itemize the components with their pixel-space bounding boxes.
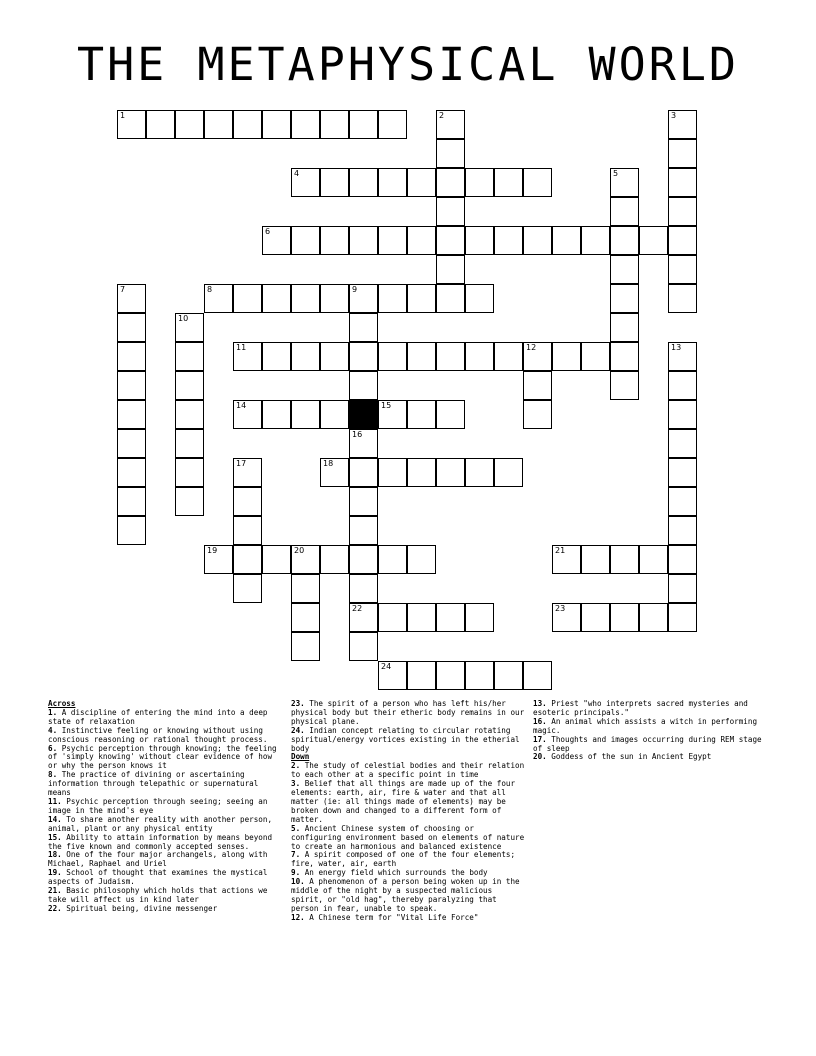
clue-item <box>48 727 285 745</box>
clue-item-number: 11. <box>48 796 62 806</box>
grid-cell[interactable] <box>175 313 204 342</box>
grid-cell[interactable] <box>552 342 581 371</box>
clue-number: 15 <box>381 401 392 410</box>
grid-cell[interactable] <box>378 110 407 139</box>
grid-cell[interactable] <box>581 603 610 632</box>
grid-cell[interactable] <box>233 284 262 313</box>
grid-cell[interactable] <box>465 284 494 313</box>
grid-cell[interactable] <box>668 400 697 429</box>
grid-cell[interactable] <box>262 545 291 574</box>
clue-number: 19 <box>207 546 218 555</box>
clue-item <box>291 914 528 923</box>
grid-cell[interactable] <box>668 255 697 284</box>
grid-cell[interactable] <box>407 400 436 429</box>
grid-cell[interactable] <box>523 661 552 690</box>
grid-cell[interactable] <box>407 661 436 690</box>
grid-cell[interactable] <box>349 574 378 603</box>
grid-cell[interactable] <box>117 110 146 139</box>
grid-cell[interactable] <box>407 458 436 487</box>
clue-item-number: 15. <box>48 832 62 842</box>
grid-cell[interactable] <box>320 168 349 197</box>
grid-cell[interactable] <box>436 400 465 429</box>
clue-item <box>48 771 285 798</box>
grid-cell[interactable] <box>581 545 610 574</box>
grid-cell[interactable] <box>117 458 146 487</box>
grid-cell[interactable] <box>610 313 639 342</box>
grid-cell[interactable] <box>175 487 204 516</box>
page-title: THE METAPHYSICAL WORLD <box>76 38 740 91</box>
grid-cell[interactable] <box>378 168 407 197</box>
grid-cell[interactable] <box>320 545 349 574</box>
grid-cell[interactable] <box>436 226 465 255</box>
clue-item <box>48 887 285 905</box>
grid-cell[interactable] <box>668 342 697 371</box>
clue-number: 3 <box>671 111 677 120</box>
grid-cell[interactable] <box>465 661 494 690</box>
clue-item <box>291 878 528 914</box>
clue-item <box>291 825 528 852</box>
clue-item-text: One of the four major archangels, along with Michael, Raphael and Uriel <box>48 850 268 869</box>
grid-cell[interactable] <box>436 139 465 168</box>
clue-item-text: Ancient Chinese system of choosing or configuring environment based on elements of nature to create an harmonious and balanced existence <box>291 823 525 851</box>
grid-cell[interactable] <box>378 545 407 574</box>
clue-number: 4 <box>294 169 300 178</box>
clue-item <box>48 816 285 834</box>
grid-cell[interactable] <box>552 226 581 255</box>
grid-cell[interactable] <box>407 284 436 313</box>
grid-cell[interactable] <box>552 603 581 632</box>
clue-item-number: 16. <box>533 716 547 726</box>
grid-cell[interactable] <box>668 168 697 197</box>
clue-item-number: 19. <box>48 868 62 878</box>
grid-cell[interactable] <box>668 603 697 632</box>
clue-number: 21 <box>555 546 566 555</box>
grid-cell[interactable] <box>668 458 697 487</box>
clue-number: 9 <box>352 285 358 294</box>
grid-cell[interactable] <box>349 371 378 400</box>
clue-item-number: 22. <box>48 903 62 913</box>
clue-item-number: 4. <box>48 725 58 735</box>
grid-cell[interactable] <box>407 342 436 371</box>
grid-cell[interactable] <box>291 632 320 661</box>
grid-cell[interactable] <box>175 342 204 371</box>
down-clue-list <box>291 762 528 922</box>
clue-item <box>533 718 770 736</box>
clue-item-number: 10. <box>291 877 305 887</box>
clue-item-number: 18. <box>48 850 62 860</box>
clue-item <box>48 834 285 852</box>
grid-cell[interactable] <box>349 516 378 545</box>
across-heading: Across <box>48 699 76 708</box>
clue-item <box>533 700 770 718</box>
clue-item-text: The study of celestial bodies and their relation to each other at a specific point in time <box>291 761 525 780</box>
clue-number: 5 <box>613 169 619 178</box>
grid-cell[interactable] <box>668 574 697 603</box>
grid-cell[interactable] <box>320 284 349 313</box>
clue-item <box>291 762 528 780</box>
grid-cell[interactable] <box>378 284 407 313</box>
grid-cell[interactable] <box>552 545 581 574</box>
grid-cell[interactable] <box>639 226 668 255</box>
grid-cell[interactable] <box>465 226 494 255</box>
clue-item-text: An animal which assists a witch in performing magic. <box>533 716 758 735</box>
grid-cell[interactable] <box>668 226 697 255</box>
grid-cell[interactable] <box>610 371 639 400</box>
clues-column-1 <box>48 700 285 914</box>
grid-cell[interactable] <box>146 110 175 139</box>
grid-cell[interactable] <box>668 284 697 313</box>
clue-item-number: 7. <box>291 850 301 860</box>
clue-number: 13 <box>671 343 682 352</box>
clue-item-text: Priest "who interprets sacred mysteries and esoteric principals." <box>533 699 748 717</box>
clue-item-text: The practice of divining or ascertaining information through telepathic or supernatural means <box>48 770 259 798</box>
grid-cell[interactable] <box>668 139 697 168</box>
grid-cell[interactable] <box>494 661 523 690</box>
clue-item-text: Goddess of the sun in Ancient Egypt <box>546 752 712 762</box>
grid-cell[interactable] <box>378 342 407 371</box>
grid-cell[interactable] <box>436 661 465 690</box>
grid-cell[interactable] <box>117 516 146 545</box>
clue-item <box>291 851 528 869</box>
grid-cell[interactable] <box>407 226 436 255</box>
grid-cell[interactable] <box>407 545 436 574</box>
grid-cell[interactable] <box>378 603 407 632</box>
grid-cell[interactable] <box>204 110 233 139</box>
grid-cell[interactable] <box>175 458 204 487</box>
grid-cell[interactable] <box>349 458 378 487</box>
grid-cell[interactable] <box>117 400 146 429</box>
clue-item-number: 1. <box>48 707 58 717</box>
clue-item <box>48 905 285 914</box>
across-clue-list <box>48 709 285 914</box>
grid-cell[interactable] <box>349 168 378 197</box>
grid-cell[interactable] <box>378 400 407 429</box>
grid-cell[interactable] <box>204 284 233 313</box>
grid-cell[interactable] <box>291 226 320 255</box>
clue-item-text: A spirit composed of one of the four elements; fire, water, air, earth <box>291 850 516 869</box>
grid-cell[interactable] <box>436 197 465 226</box>
clue-number: 17 <box>236 459 247 468</box>
grid-cell[interactable] <box>523 342 552 371</box>
clue-item-text: Psychic perception through knowing; the feeling of 'simply knowing' without clear evidence of how or why the person knows it <box>48 743 277 771</box>
grid-cell[interactable] <box>175 371 204 400</box>
grid-cell[interactable] <box>610 168 639 197</box>
clue-number: 23 <box>555 604 566 613</box>
clue-item-number: 3. <box>291 779 301 789</box>
grid-cell[interactable] <box>378 458 407 487</box>
clue-item-text: An energy field which surrounds the body <box>300 868 488 878</box>
grid-cell[interactable] <box>291 342 320 371</box>
clue-number: 24 <box>381 662 392 671</box>
clue-item-text: School of thought that examines the mystical aspects of Judaism. <box>48 868 268 887</box>
grid-cell[interactable] <box>233 458 262 487</box>
grid-cell[interactable] <box>494 458 523 487</box>
clue-item <box>48 798 285 816</box>
clue-item-number: 8. <box>48 770 58 780</box>
grid-cell[interactable] <box>117 487 146 516</box>
grid-cell[interactable] <box>233 400 262 429</box>
clue-item-number: 9. <box>291 868 301 878</box>
grid-cell[interactable] <box>320 226 349 255</box>
grid-cell[interactable] <box>581 342 610 371</box>
clue-item-text: To share another reality with another person, animal, plant or any physical entity <box>48 814 273 833</box>
grid-cell[interactable] <box>117 342 146 371</box>
grid-cell[interactable] <box>349 313 378 342</box>
grid-cell[interactable] <box>233 342 262 371</box>
grid-cell[interactable] <box>436 110 465 139</box>
clue-number: 20 <box>294 546 305 555</box>
grid-cell[interactable] <box>291 400 320 429</box>
grid-cell[interactable] <box>349 110 378 139</box>
clue-item-text: Belief that all things are made up of the four elements: earth, air, fire & water and that all matter (ie: all things made of elements) may be broken down and changed to a different form of matter. <box>291 779 516 824</box>
grid-cell[interactable] <box>668 371 697 400</box>
clue-item-number: 14. <box>48 814 62 824</box>
grid-cell[interactable] <box>610 197 639 226</box>
clue-number: 1 <box>120 111 126 120</box>
grid-cell[interactable] <box>407 168 436 197</box>
grid-cell[interactable] <box>378 661 407 690</box>
grid-cell[interactable] <box>523 168 552 197</box>
grid-cell[interactable] <box>465 342 494 371</box>
grid-cell[interactable] <box>291 603 320 632</box>
grid-cell[interactable] <box>320 458 349 487</box>
clue-number: 16 <box>352 430 363 439</box>
clues-column-3 <box>533 700 770 762</box>
grid-cell[interactable] <box>610 342 639 371</box>
grid-cell[interactable] <box>117 429 146 458</box>
grid-cell[interactable] <box>349 545 378 574</box>
grid-cell[interactable] <box>436 603 465 632</box>
grid-cell[interactable] <box>436 168 465 197</box>
clue-item-number: 23. <box>291 699 305 708</box>
grid-cell[interactable] <box>291 574 320 603</box>
clue-number: 11 <box>236 343 247 352</box>
clue-item <box>48 709 285 727</box>
grid-cell[interactable] <box>349 284 378 313</box>
grid-cell[interactable] <box>407 603 436 632</box>
grid-cell[interactable] <box>668 487 697 516</box>
grid-cell[interactable] <box>349 226 378 255</box>
grid-cell[interactable] <box>494 168 523 197</box>
grid-cell[interactable] <box>320 110 349 139</box>
clues-column-2 <box>291 700 528 923</box>
grid-cell[interactable] <box>349 429 378 458</box>
grid-cell[interactable] <box>668 545 697 574</box>
grid-cell[interactable] <box>581 226 610 255</box>
grid-cell[interactable] <box>494 342 523 371</box>
clue-item-number: 13. <box>533 699 547 708</box>
grid-cell[interactable] <box>465 168 494 197</box>
grid-cell[interactable] <box>175 110 204 139</box>
clue-number: 22 <box>352 604 363 613</box>
clue-item <box>48 851 285 869</box>
grid-cell[interactable] <box>349 342 378 371</box>
grid-cell[interactable] <box>436 284 465 313</box>
down-clue-list-continued <box>533 700 770 762</box>
grid-cell[interactable] <box>349 632 378 661</box>
grid-cell[interactable] <box>668 516 697 545</box>
clue-number: 10 <box>178 314 189 323</box>
clue-item-text: Instinctive feeling or knowing without using conscious reasoning or rational thought process. <box>48 725 268 744</box>
clue-number: 8 <box>207 285 213 294</box>
grid-cell[interactable] <box>233 545 262 574</box>
clue-number: 2 <box>439 111 445 120</box>
grid-cell[interactable] <box>262 342 291 371</box>
grid-cell[interactable] <box>610 284 639 313</box>
clue-item-number: 6. <box>48 743 58 753</box>
grid-cell[interactable] <box>378 226 407 255</box>
clue-item-text: Ability to attain information by means beyond the five known and commonly accepted senses. <box>48 832 273 851</box>
clue-number: 18 <box>323 459 334 468</box>
clue-item-number: 20. <box>533 752 547 762</box>
grid-cell[interactable] <box>668 110 697 139</box>
grid-cell[interactable] <box>117 313 146 342</box>
grid-cell[interactable] <box>436 255 465 284</box>
clue-item-text: Thoughts and images occurring during REM stage of sleep <box>533 734 762 753</box>
clue-item <box>291 727 528 754</box>
clue-item <box>533 736 770 754</box>
grid-cell[interactable] <box>233 516 262 545</box>
grid-cell[interactable] <box>117 371 146 400</box>
clue-item-number: 2. <box>291 761 301 771</box>
grid-cell[interactable] <box>262 400 291 429</box>
clue-item-number: 12. <box>291 912 305 922</box>
grid-cell[interactable] <box>610 545 639 574</box>
clue-item-number: 24. <box>291 725 305 735</box>
clue-item-text: Basic philosophy which holds that actions we take will affect us in kind later <box>48 886 268 904</box>
grid-cell[interactable] <box>262 110 291 139</box>
grid-cell[interactable] <box>175 429 204 458</box>
grid-cell[interactable] <box>668 429 697 458</box>
clue-item <box>533 753 770 762</box>
clue-item-number: 5. <box>291 823 301 833</box>
grid-cell[interactable] <box>523 371 552 400</box>
clue-item-text: Psychic perception through seeing; seeing an image in the mind's eye <box>48 796 268 815</box>
grid-cell[interactable] <box>262 226 291 255</box>
clue-item-text: A discipline of entering the mind into a deep state of relaxation <box>48 707 268 726</box>
grid-cell[interactable] <box>117 284 146 313</box>
grid-cell[interactable] <box>233 110 262 139</box>
grid-cell[interactable] <box>262 284 291 313</box>
grid-cell[interactable] <box>233 574 262 603</box>
grid-cell[interactable] <box>436 458 465 487</box>
grid-cell[interactable] <box>465 458 494 487</box>
grid-cell[interactable] <box>639 545 668 574</box>
grid-cell[interactable] <box>349 487 378 516</box>
grid-cell[interactable] <box>291 545 320 574</box>
grid-cell[interactable] <box>291 284 320 313</box>
grid-cell[interactable] <box>436 342 465 371</box>
grid-cell[interactable] <box>610 255 639 284</box>
grid-cell[interactable] <box>523 400 552 429</box>
grid-cell[interactable] <box>610 226 639 255</box>
grid-cell[interactable] <box>465 603 494 632</box>
clue-number: 14 <box>236 401 247 410</box>
clue-item-number: 21. <box>48 886 62 896</box>
clue-item-text: Spiritual being, divine messenger <box>61 903 218 913</box>
grid-cell[interactable] <box>175 400 204 429</box>
grid-cell[interactable] <box>523 226 552 255</box>
clue-item-text: The spirit of a person who has left his/her physical body but their etheric body remains in our physical plane. <box>291 699 525 726</box>
clue-number: 7 <box>120 285 126 294</box>
across-clue-list-continued <box>291 700 528 753</box>
grid-cell[interactable] <box>320 342 349 371</box>
grid-cell[interactable] <box>291 168 320 197</box>
clue-item <box>291 780 528 825</box>
clue-item-number: 17. <box>533 734 547 744</box>
clue-item <box>291 700 528 727</box>
blocked-cell <box>349 400 378 429</box>
grid-cell[interactable] <box>233 487 262 516</box>
clue-item <box>48 745 285 772</box>
grid-cell[interactable] <box>320 400 349 429</box>
clue-number: 6 <box>265 227 271 236</box>
grid-cell[interactable] <box>204 545 233 574</box>
clue-item-text: Indian concept relating to circular rotating spiritual/energy vortices existing in the etherial body <box>291 725 520 753</box>
clue-item-text: A phenomenon of a person being woken up in the middle of the night by a suspected malicious spirit, or "old hag", thereby paralyzing that person in fear, unable to speak. <box>291 877 520 913</box>
grid-cell[interactable] <box>610 603 639 632</box>
down-heading: Down <box>291 752 310 762</box>
clue-item-text: A Chinese term for "Vital Life Force" <box>304 912 479 922</box>
grid-cell[interactable] <box>668 197 697 226</box>
clue-item <box>48 869 285 887</box>
grid-cell[interactable] <box>291 110 320 139</box>
grid-cell[interactable] <box>349 603 378 632</box>
grid-cell[interactable] <box>639 603 668 632</box>
clue-number: 12 <box>526 343 537 352</box>
grid-cell[interactable] <box>494 226 523 255</box>
